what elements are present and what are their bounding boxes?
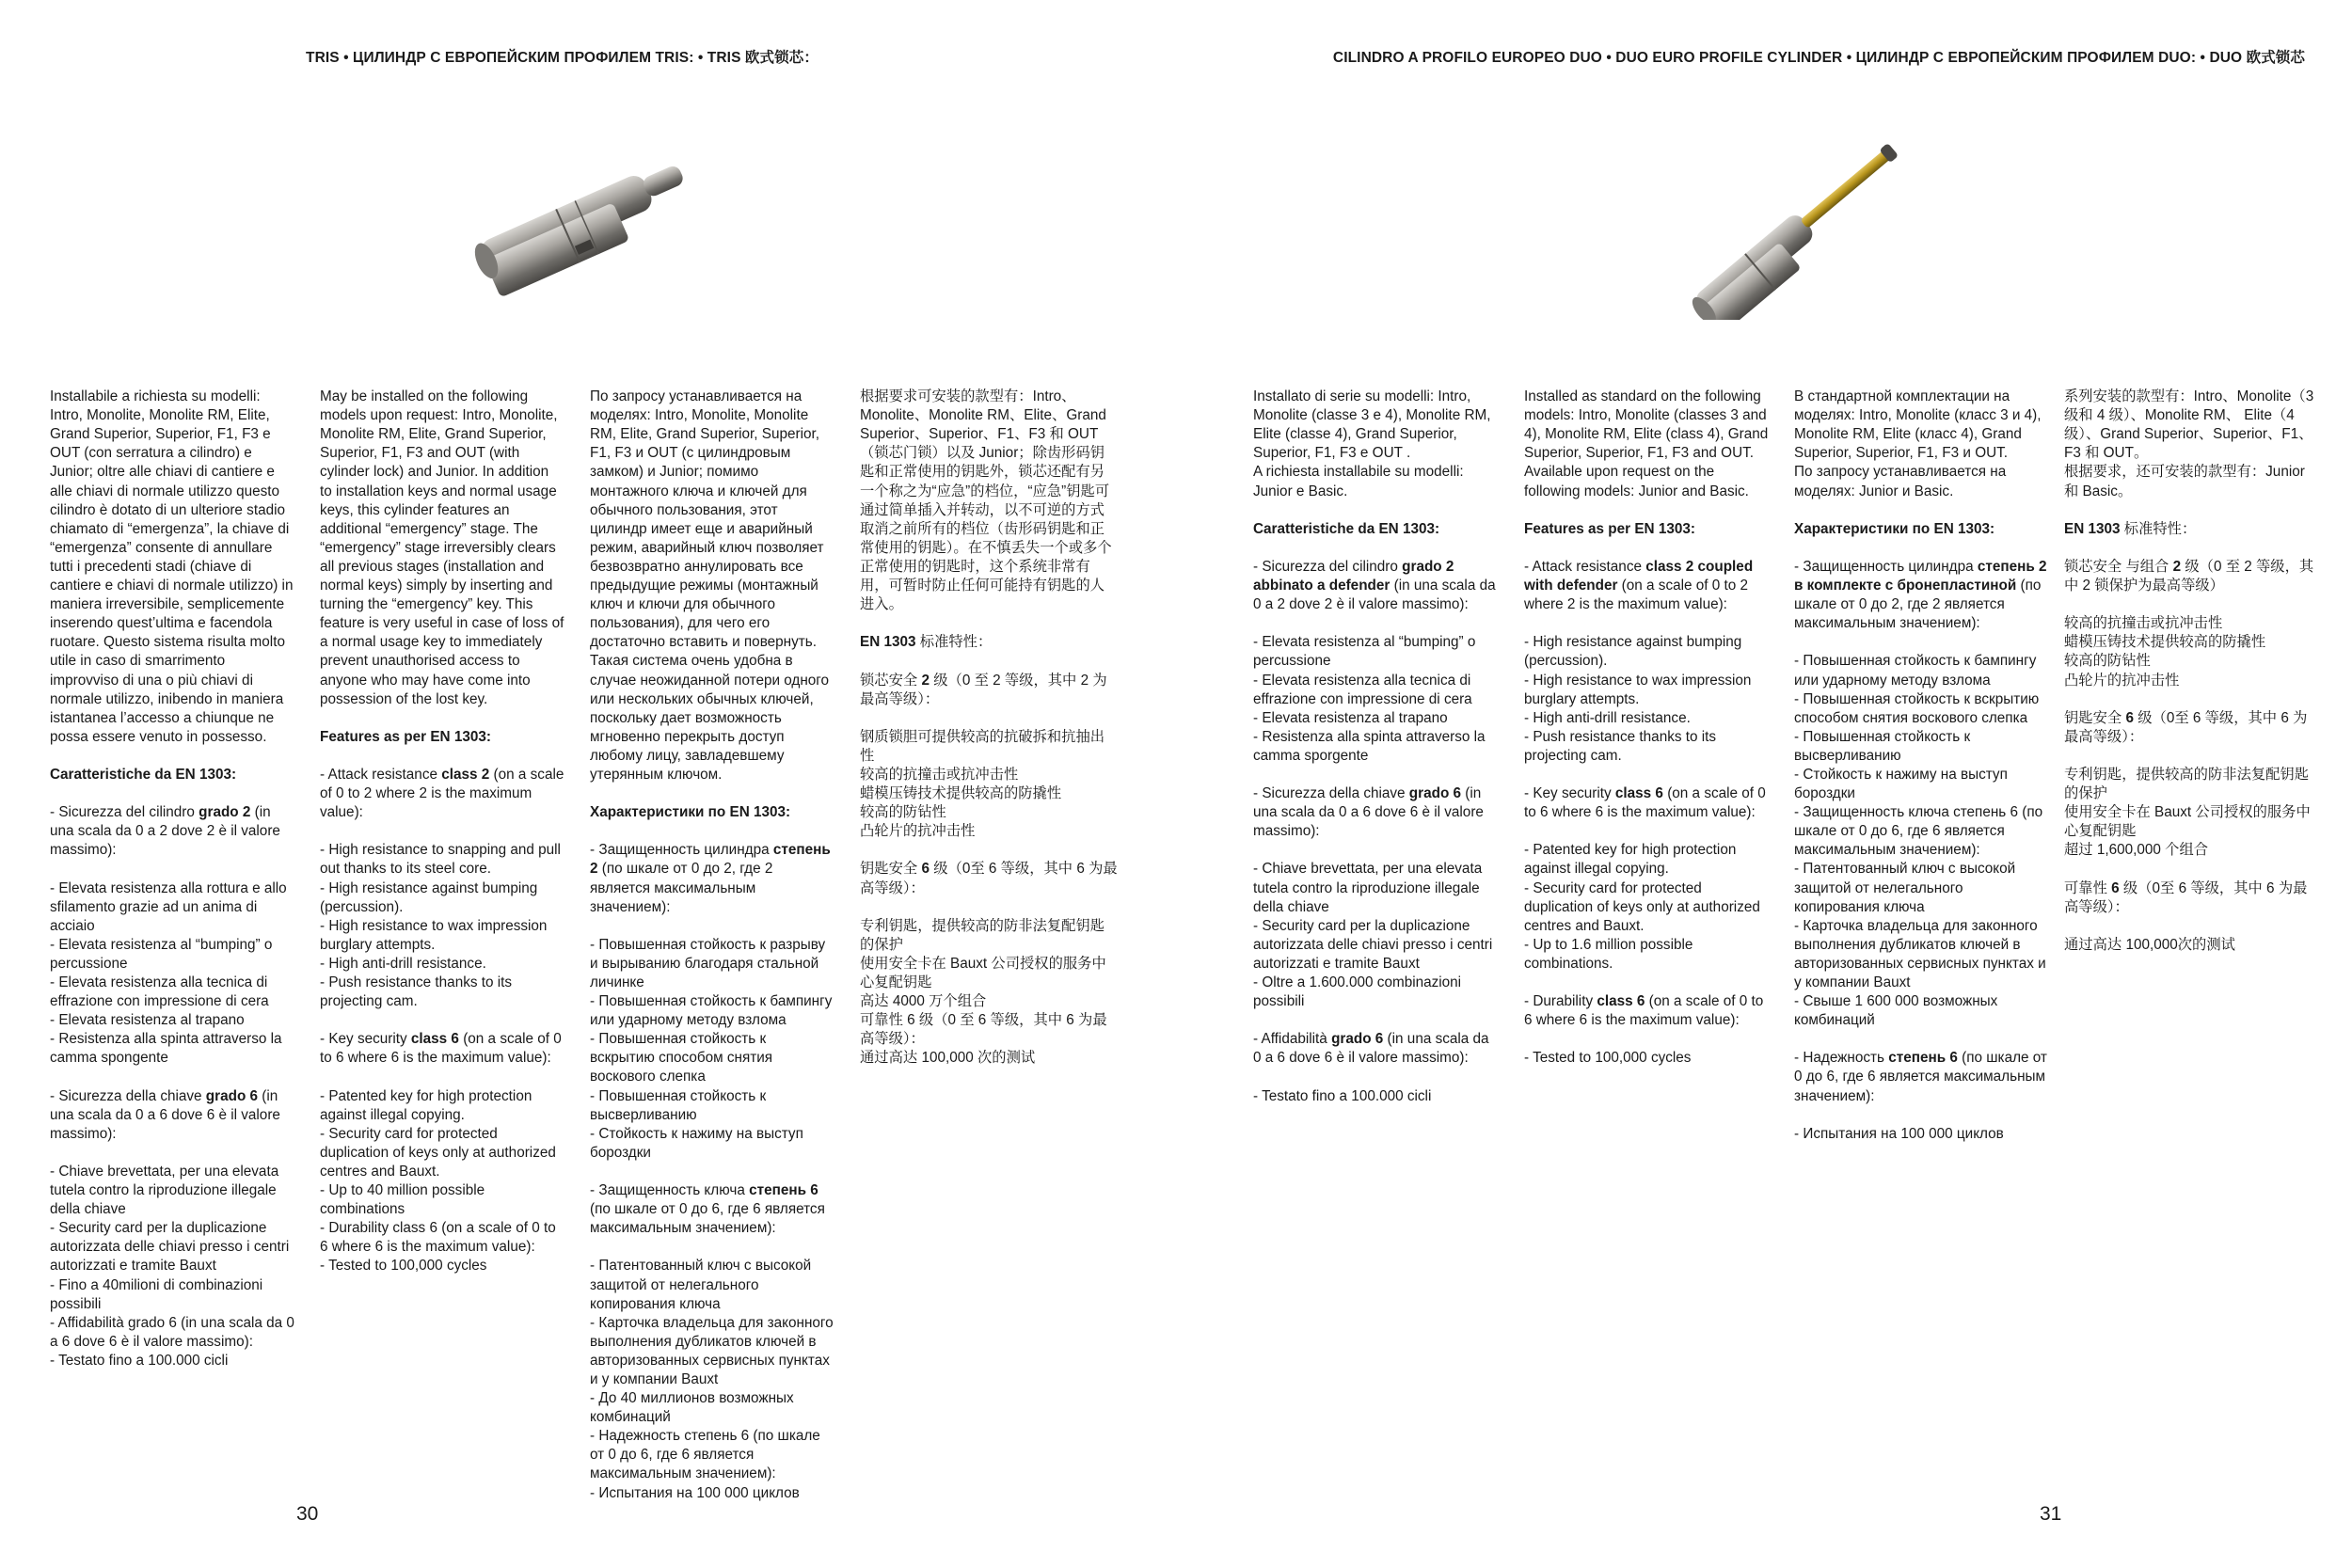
- intro-text: Installed as standard on the following models: Intro, Monolite (classes 3 and 4), Monolite RM, Elite (class 4), Grand Superior, Superior, F1, F3 and OUT. Available upon request on the following models: Junior and Basic.: [1524, 388, 1769, 499]
- feature-cylinder-security: - Sicurezza del cilindro grado 2 (in una scala da 0 a 2 dove 2 è il valore massimo):: [50, 804, 280, 859]
- tris-cylinder-image: [461, 130, 706, 318]
- intro-text: По запросу устанавливается на моделях: Intro, Monolite, Monolite RM, Elite, Grand Superior, Superior, F1, F3 и OUT (с цилиндровым замком) и Junior; помимо монтажного ключа и ключей для обычного пользования, этот цилиндр имеет еще и аварийный режим, аварийный ключ позволяет безвозвратно аннулировать все предыдущие режимы (монтажный ключ и ключи для обычного пользования), для чего его достаточно вставить и повернуть. Такая система очень удобна в случае неожиданной потери одного или нескольких обычных ключей, поскольку дает возможность мгновенно перекрыть доступ любому лицу, завладевшему утерянным ключом.: [590, 388, 830, 783]
- feature-list: - Elevata resistenza al “bumping” o percussione - Elevata resistenza alla tecnica di effrazione con impressione di cera - Elevata resistenza al trapano - Resistenza alla spinta attraverso la camma sporgente: [1253, 634, 1486, 764]
- features-heading: Features as per EN 1303:: [1524, 520, 1695, 537]
- intro-text: В стандартной комплектации на моделях: Intro, Monolite (класс 3 и 4), Monolite RM, Elite (класс 4), Grand Superior, Superior, F1, F3 и OUT. По запросу устанавливается на моделях: Junior и Basic.: [1794, 388, 2042, 499]
- features-heading: EN 1303 标准特性：: [2064, 520, 2197, 537]
- feature-list: 钢质锁胆可提供较高的抗破拆和抗抽出性 较高的抗撞击或抗冲击性 蜡模压铸技术提供较高的防撬性 较高的防钻性 凸轮片的抗冲击性: [860, 728, 1105, 840]
- feature-key-security: - Key security class 6 (on a scale of 0 to 6 where 6 is the maximum value):: [1524, 785, 1766, 821]
- feature-key-security: - Защищенность ключа степень 6 (по шкале от 0 до 6, где 6 является максимальным значением):: [590, 1182, 825, 1237]
- feature-list-tail: - Патентованный ключ с высокой защитой от нелегального копирования ключа - Карточка владельца для законного выполнения дубликатов ключей в авторизованных сервисных пунктах и у компании Bauxt - До 40 миллионов возможных комбинаций - Надежность степень 6 (по шкале от 0 до 6, где 6 является максимальным значением): - Испытания на 100 000 циклов: [590, 1258, 834, 1501]
- feature-durability: - Надежность степень 6 (по шкале от 0 до 6, где 6 является максимальным значением):: [1794, 1050, 2047, 1104]
- feature-key-security: - Sicurezza della chiave grado 6 (in una scala da 0 a 6 dove 6 è il valore massimo):: [50, 1087, 280, 1142]
- feature-list-tail: 专利钥匙，提供较高的防非法复配钥匙的保护 使用安全卡在 Bauxt 公司授权的服务中心复配钥匙 超过 1,600,000 个组合: [2064, 766, 2311, 859]
- intro-text: 根据要求可安装的款型有：Intro、 Monolite、Monolite RM、Elite、Grand Superior、Superior、F1、F3 和 OUT（锁芯门锁）以及 Junior；除齿形码钥匙和正常使用的钥匙外，锁芯还配有另一个称之为“应急”的档位，“应急”钥匙可通过简单插入并转动，以不可逆的方式取消之前所有的档位（齿形码钥匙和正常使用的钥匙）。在不慎丢失一个或多个正常使用的钥匙时，这个系统非常有用，可暂时防止任何可能持有钥匙的人进入。: [860, 388, 1112, 613]
- column-en-duo: [1524, 369, 1769, 1087]
- features-heading: EN 1303 标准特性：: [860, 634, 993, 651]
- duo-cylinder-image: [1661, 132, 1919, 320]
- intro-text: Installato di serie su modelli: Intro, Monolite (classe 3 e 4), Monolite RM, Elite (classe 4), Grand Superior, Superior, F1, F3 e OUT . A richiesta installabile su modelli: Junior e Basic.: [1253, 388, 1491, 499]
- features-heading: Caratteristiche da EN 1303:: [1253, 520, 1440, 537]
- feature-list: - High resistance to snapping and pull out thanks to its steel core. - High resistance against bumping (percussion). - High resistance to wax impression burglary attempts. - High anti-drill resistance. - Push resistance thanks to its projecting cam.: [320, 842, 561, 1010]
- features-heading: Характеристики по EN 1303:: [590, 804, 791, 821]
- feature-cylinder-security: - Sicurezza del cilindro grado 2 abbinato a defender (in una scala da 0 a 2 dove 2 è il valore massimo):: [1253, 558, 1496, 613]
- column-zh-tris: [860, 369, 1119, 1087]
- feature-list: 较高的抗撞击或抗冲击性 蜡模压铸技术提供较高的防撬性 较高的防钻性 凸轮片的抗冲击性: [2064, 615, 2266, 689]
- feature-key-security: 钥匙安全 6 级（0至 6 等级，其中 6 为最高等级）：: [860, 861, 1118, 896]
- feature-list: - Повышенная стойкость к бампингу или ударному методу взлома - Повышенная стойкость к вскрытию способом снятия воскового слепка - Повышенная стойкость к высверливанию - Стойкость к нажиму на выступ бороздки - Защищенность ключа степень 6 (по шкале от 0 до 6, где 6 является максимальным значением): - Патентованный ключ с высокой защитой от нелегального копирования ключа - Карточка владельца для законного выполнения дубликатов ключей в авторизованных сервисных пунктах и у компании Bauxt - Свыше 1 600 000 возможных комбинаций: [1794, 653, 2046, 1029]
- feature-cylinder-security: - Защищенность цилиндра степень 2 в комплекте с бронепластиной (по шкале от 0 до 2, где 2 является максимальным значением):: [1794, 558, 2047, 632]
- feature-key-security: 钥匙安全 6 级（0至 6 等级，其中 6 为最高等级）：: [2064, 709, 2308, 745]
- feature-cylinder-security: 锁芯安全 2 级（0 至 2 等级，其中 2 为最高等级）：: [860, 672, 1107, 707]
- feature-list-tail: 专利钥匙，提供较高的防非法复配钥匙的保护 使用安全卡在 Bauxt 公司授权的服务中心复配钥匙 高达 4000 万个组合 可靠性 6 级（0 至 6 等级，其中 6 为最高等级）： 通过高达 100,000 次的测试: [860, 917, 1107, 1067]
- features-heading: Features as per EN 1303:: [320, 728, 491, 745]
- page-number-right: 31: [2040, 1503, 2062, 1525]
- column-ru-tris: [590, 369, 834, 1522]
- page-number-left: 30: [296, 1503, 319, 1525]
- feature-cylinder-security: - Защищенность цилиндра степень 2 (по шкале от 0 до 2, где 2 является максимальным значением):: [590, 842, 831, 915]
- column-en-tris: [320, 369, 564, 1295]
- feature-key-security: - Sicurezza della chiave grado 6 (in una scala da 0 a 6 dove 6 è il valore massimo):: [1253, 785, 1484, 840]
- feature-list: - Elevata resistenza alla rottura e allo sfilamento grazie ad un anima di acciaio - Elevata resistenza al “bumping” o percussione - Elevata resistenza alla tecnica di effrazione con impressione di cera - Elevata resistenza al trapano - Resistenza alla spinta attraverso la camma spongente: [50, 879, 287, 1067]
- column-ru-duo: [1794, 369, 2048, 1163]
- feature-list: - High resistance against bumping (percussion). - High resistance to wax impression burglary attempts. - High anti-drill resistance. - Push resistance thanks to its projecting cam.: [1524, 634, 1752, 764]
- feature-durability: 可靠性 6 级（0至 6 等级，其中 6 为最高等级）：: [2064, 879, 2308, 915]
- feature-cycles: - Испытания на 100 000 циклов: [1794, 1125, 2004, 1142]
- feature-durability: - Durability class 6 (on a scale of 0 to 6 where 6 is the maximum value):: [1524, 993, 1764, 1029]
- column-it-duo: [1253, 369, 1498, 1125]
- feature-list-tail: - Chiave brevettata, per una elevata tutela contro la riproduzione illegale della chiave - Security card per la duplicazione autorizzata delle chiavi presso i centri autorizzati e tramite Bauxt - Fino a 40milioni di combinazioni possibili - Affidabilità grado 6 (in una scala da 0 a 6 dove 6 è il valore massimo): - Testato fino a 100.000 cicli: [50, 1163, 294, 1369]
- feature-durability: - Affidabilità grado 6 (in una scala da 0 a 6 dove 6 è il valore massimo):: [1253, 1031, 1489, 1067]
- column-zh-duo: [2064, 369, 2318, 974]
- feature-cylinder-security: - Attack resistance class 2 coupled with defender (on a scale of 0 to 2 where 2 is the maximum value):: [1524, 558, 1754, 613]
- feature-cylinder-security: - Attack resistance class 2 (on a scale of 0 to 2 where 2 is the maximum value):: [320, 766, 564, 821]
- intro-text: May be installed on the following models upon request: Intro, Monolite, Monolite RM, Elite, Grand Superior, Superior, F1, F3 and OUT (with cylinder lock) and Junior. In addition to installation keys and normal usage keys, this cylinder features an additional “emergency” stage. The “emergency” stage irreversibly clears all previous stages (installation and normal keys) simply by inserting and turning the “emergency” key. This feature is very useful in case of loss of a normal usage key to immediately prevent unauthorised access to anyone who may have come into possession of the lost key.: [320, 388, 564, 707]
- page-header-left: TRIS • ЦИЛИНДР С ЕВРОПЕЙСКИМ ПРОФИЛЕМ TRIS: • TRIS 欧式锁芯：: [306, 50, 818, 66]
- page-header-right: CILINDRO A PROFILO EUROPEO DUO • DUO EURO PROFILE CYLINDER • ЦИЛИНДР С ЕВРОПЕЙСКИМ ПРОФИЛЕМ DUO: • DUO 欧式锁芯: [1332, 50, 2305, 66]
- feature-cylinder-security: 锁芯安全 与组合 2 级（0 至 2 等级，其中 2 锁保护为最高等级）: [2064, 558, 2314, 594]
- feature-list-tail: - Patented key for high protection against illegal copying. - Security card for protected duplication of keys only at authorized centres and Bauxt. - Up to 40 million possible combinations - Durability class 6 (on a scale of 0 to 6 where 6 is the maximum value): - Tested to 100,000 cycles: [320, 1087, 556, 1275]
- feature-list-tail: - Chiave brevettata, per una elevata tutela contro la riproduzione illegale della chiave - Security card per la duplicazione autorizzata delle chiavi presso i centri autorizzati e tramite Bauxt - Oltre a 1.600.000 combinazioni possibili: [1253, 861, 1493, 1010]
- column-it-tris: [50, 369, 294, 1389]
- feature-cycles: - Testato fino a 100.000 cicli: [1253, 1087, 1432, 1104]
- intro-text: 系列安装的款型有：Intro、Monolite（3 级和 4 级）、Monolite RM、 Elite（4 级）、Grand Superior、Superior、F1、F3 和 OUT。 根据要求，还可安装的款型有：Junior 和 Basic。: [2064, 388, 2314, 499]
- feature-cycles: 通过高达 100,000次的测试: [2064, 936, 2235, 953]
- intro-text: Installabile a richiesta su modelli: Intro, Monolite, Monolite RM, Elite, Grand Superior, Superior, F1, F3 e OUT (con serratura a cilindro) e Junior; oltre alle chiavi di cantiere e alle chiavi di normale utilizzo questo cilindro è dotato di un ulteriore stadio chiamato di “emergenza”, la chiave di “emergenza” consente di annullare tutti i precedenti stadi (chiave di cantiere e chiavi di normale utilizzo) in maniera irreversibile, semplicemente inserendo quest’ultima e facendola ruotare. Questo sistema risulta molto utile in caso di smarrimento improvviso di una o più chiavi di normale utilizzo, inibendo in maniera istantanea l’accesso a chiunque ne possa essere venuto in possesso.: [50, 388, 294, 745]
- features-heading: Характеристики по EN 1303:: [1794, 520, 1995, 537]
- feature-list: - Повышенная стойкость к разрыву и вырыванию благодаря стальной личинке - Повышенная стойкость к бампингу или ударному методу взлома - Повышенная стойкость к вскрытию способом снятия воскового слепка - Повышенная стойкость к высверливанию - Стойкость к нажиму на выступ бороздки: [590, 936, 833, 1161]
- feature-cycles: - Tested to 100,000 cycles: [1524, 1050, 1692, 1067]
- features-heading: Caratteristiche da EN 1303:: [50, 766, 237, 783]
- feature-key-security: - Key security class 6 (on a scale of 0 to 6 where 6 is the maximum value):: [320, 1031, 562, 1067]
- feature-list-tail: - Patented key for high protection against illegal copying. - Security card for protected duplication of keys only at authorized centres and Bauxt. - Up to 1.6 million possible combinations.: [1524, 842, 1760, 972]
